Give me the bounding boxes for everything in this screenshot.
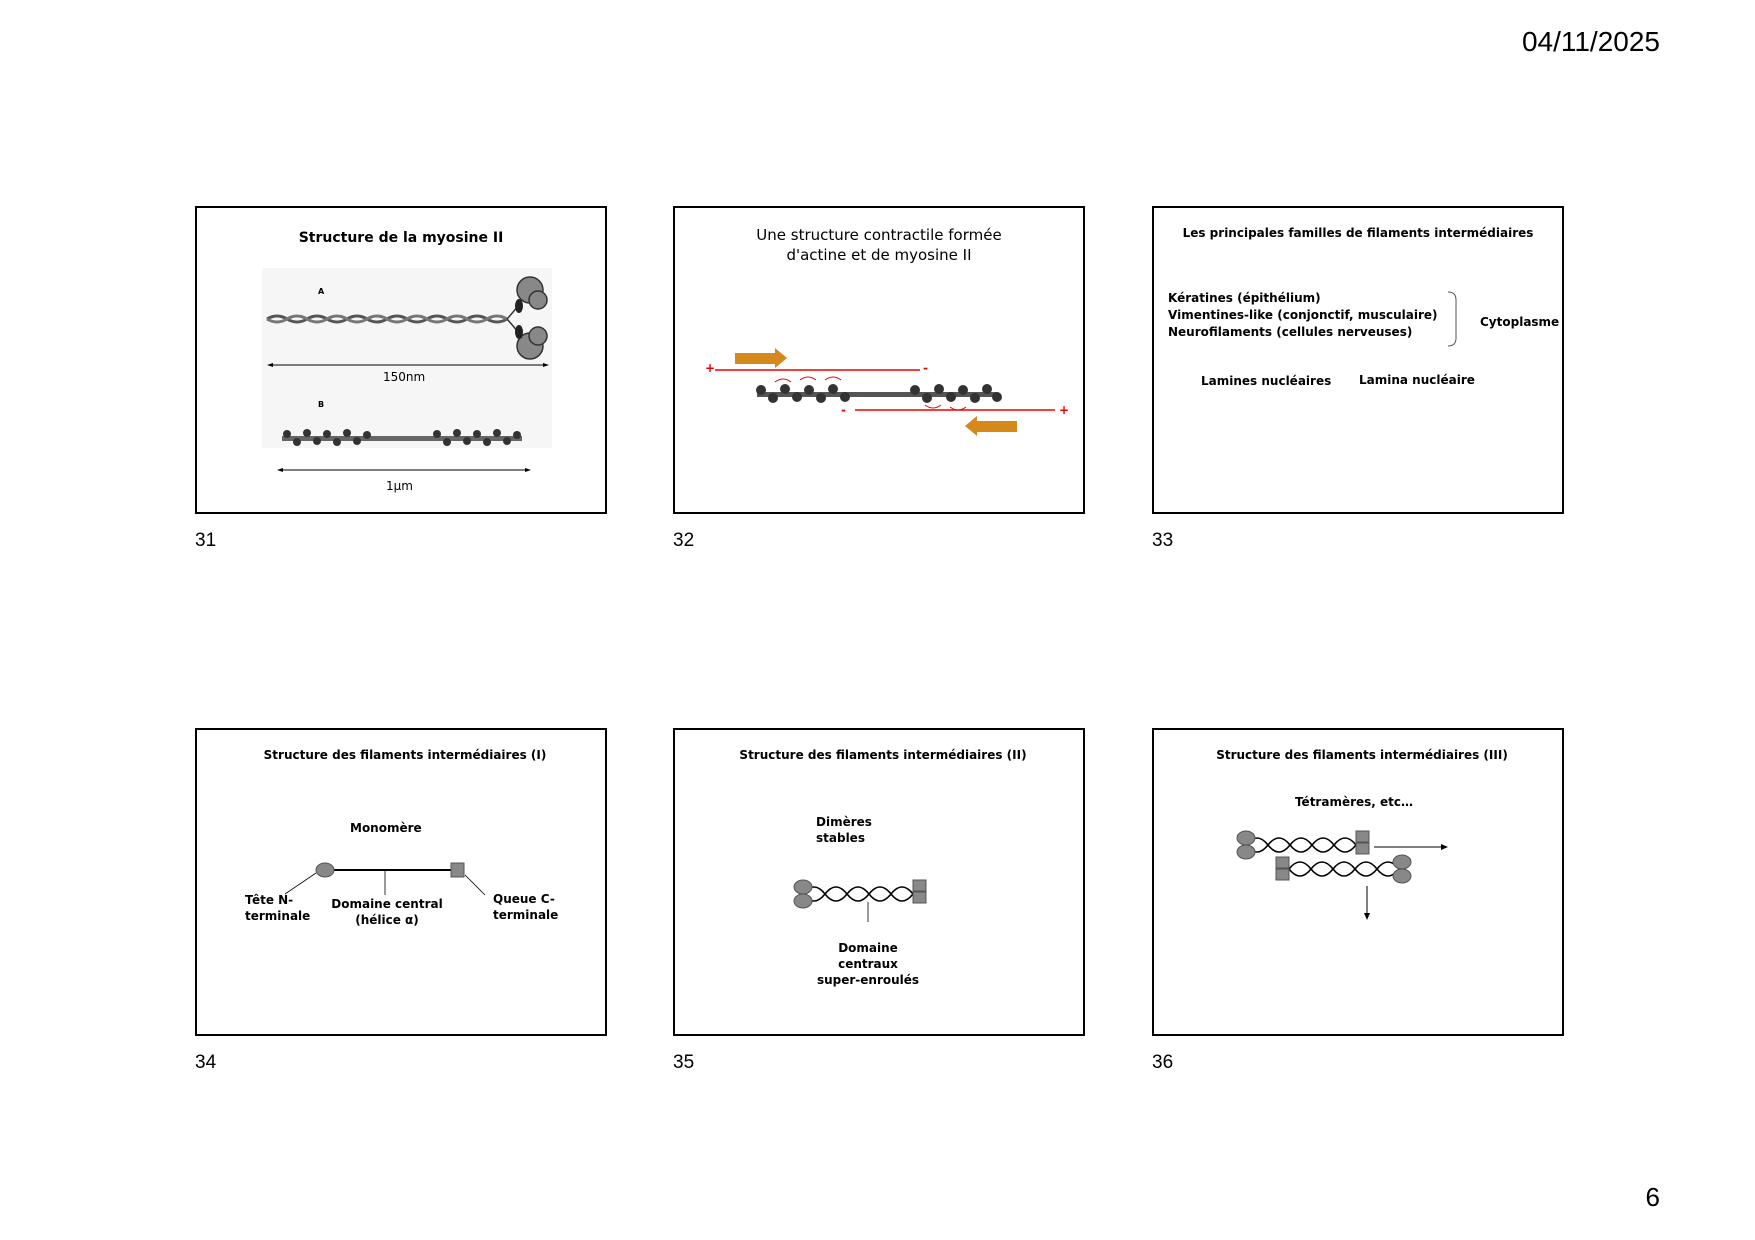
tail-label: Queue C- [493,892,555,906]
slide-title: Structure de la myosine II [298,230,504,246]
slide-title: Les principales familles de filaments intermédiaires [1182,226,1534,240]
slide-34 [195,728,607,1036]
monomer-figure [197,730,605,1034]
slide-title: Structure des filaments intermédiaires (III) [1216,748,1508,762]
slide-number: 35 [673,1052,695,1073]
nuclear-lamina: Lamina nucléaire [1359,373,1475,387]
sign-plus-top: + [705,361,716,375]
slide-35 [673,728,1085,1036]
slide-number: 31 [195,530,217,551]
length-150nm: 150nm [383,370,426,384]
page-number: 6 [1645,1182,1660,1212]
sign-minus-top: - [923,361,928,375]
central-label: Domaine central [331,897,443,911]
myosin-filament [756,384,1002,403]
slide-number: 36 [1152,1052,1174,1073]
slide-title: Structure des filaments intermédiaires (II) [739,748,1027,762]
contractile-structure-figure [675,208,1083,512]
family-vimentins: Vimentines-like (conjonctif, musculaire) [1168,308,1438,322]
sign-minus-bottom: - [841,403,846,417]
sign-plus-bottom: + [1059,403,1070,417]
slide-31 [195,206,607,514]
brace [1448,292,1456,346]
family-neurofilaments: Neurofilaments (cellules nerveuses) [1168,325,1413,339]
tail-label-line2: terminale [493,908,559,922]
head-label: Tête N- [245,893,294,907]
tetramer-figure [1154,730,1562,1034]
label-b: B [318,400,325,409]
dimer-figure [675,730,1083,1034]
monomer-label: Monomère [350,821,422,835]
dimer-label: Dimères [816,815,872,829]
slide-36 [1152,728,1564,1036]
head-label-line2: terminale [245,909,311,923]
tetramer-label: Tétramères, etc… [1294,795,1414,809]
myosin-structure-figure [197,208,605,512]
nuclear-lamins: Lamines nucléaires [1201,374,1332,388]
n-terminal-head [316,863,334,877]
label-a: A [318,287,325,296]
domain-label-line3: super-enroulés [816,973,920,987]
arrow-left [977,421,1017,432]
slide-title-line2: d'actine et de myosine II [786,246,972,264]
slide-number: 34 [195,1052,217,1073]
brace-figure [1154,208,1562,512]
cytoplasm-label: Cytoplasme [1480,315,1560,329]
slide-32 [673,206,1085,514]
central-label-line2: (hélice α) [355,913,419,927]
length-1um: 1μm [386,479,413,493]
dimer-label-line2: stables [816,831,865,845]
slide-33 [1152,206,1564,514]
slide-number: 33 [1152,530,1174,551]
c-terminal-tail [451,863,464,877]
document-date: 04/11/2025 [1521,26,1660,57]
arrow-right [735,353,775,364]
slide-number: 32 [673,530,695,551]
domain-label-line2: centraux [838,957,898,971]
slide-title: Structure des filaments intermédiaires (I) [263,748,547,762]
domain-label: Domaine [838,941,898,955]
family-keratins: Kératines (épithélium) [1168,291,1321,305]
slide-title: Une structure contractile formée [756,226,1002,244]
